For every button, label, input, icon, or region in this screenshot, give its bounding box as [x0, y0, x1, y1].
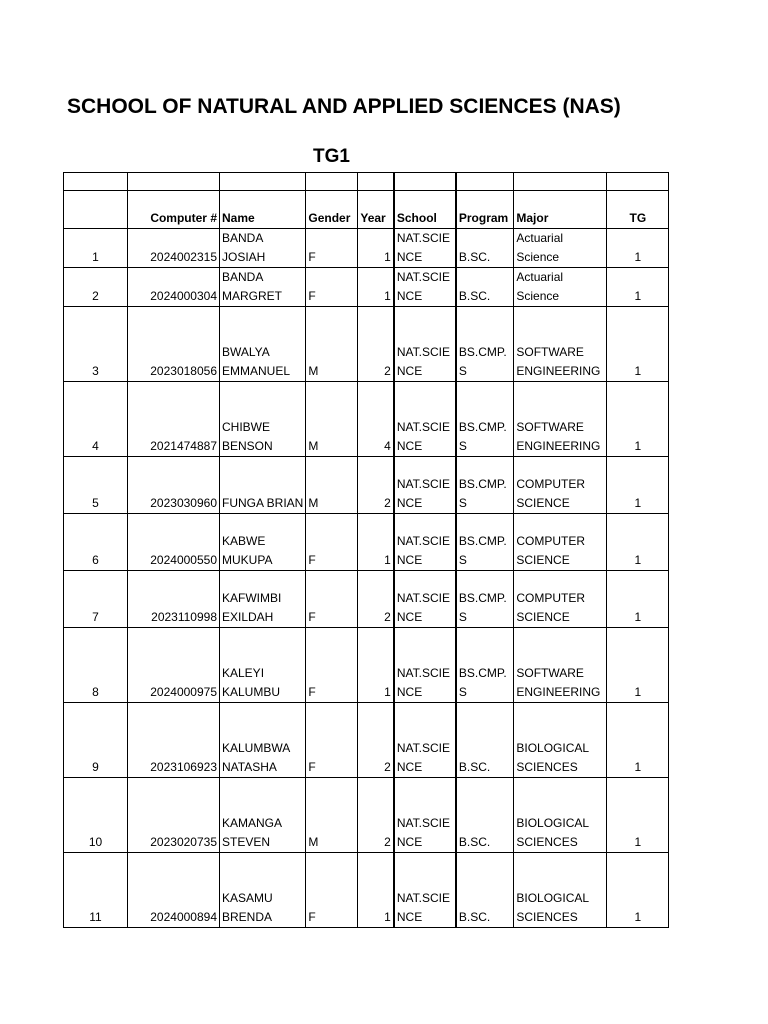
student-name-line: KALEYI [222, 666, 265, 680]
tg: 1 [607, 382, 669, 457]
header-gender: Gender [306, 191, 358, 229]
student-name-line: BRENDA [222, 909, 273, 924]
program-line: BS.CMP. [458, 591, 507, 605]
major [514, 853, 607, 928]
major-line: BIOLOGICAL [516, 741, 590, 755]
program [456, 229, 514, 268]
school-line: NAT.SCIE [396, 270, 450, 284]
computer-number: 2024002315 [128, 229, 220, 268]
major [514, 457, 607, 514]
year: 1 [358, 514, 394, 571]
school [394, 457, 456, 514]
year: 1 [358, 853, 394, 928]
school-line: NAT.SCIE [396, 534, 450, 548]
major-line: SCIENCES [516, 834, 578, 849]
header-program: Program [456, 191, 514, 229]
gender: F [306, 628, 358, 703]
school [394, 268, 456, 307]
year: 2 [358, 571, 394, 628]
table-row [64, 628, 669, 703]
program [456, 571, 514, 628]
header-tg: TG [607, 191, 669, 229]
year: 1 [358, 268, 394, 307]
computer-number: 2023018056 [128, 307, 220, 382]
row-index: 3 [64, 307, 128, 382]
year: 1 [358, 628, 394, 703]
school-line: NCE [396, 552, 423, 567]
major [514, 514, 607, 571]
computer-number: 2023106923 [128, 703, 220, 778]
computer-number: 2024000550 [128, 514, 220, 571]
major [514, 268, 607, 307]
major-line: COMPUTER [516, 534, 586, 548]
student-name [220, 703, 306, 778]
school-line: NAT.SCIE [396, 345, 450, 359]
school-line: NAT.SCIE [396, 591, 450, 605]
major-line: ENGINEERING [516, 363, 601, 378]
student-name-line: STEVEN [222, 834, 271, 849]
school-line: NCE [396, 288, 423, 303]
gender: F [306, 571, 358, 628]
computer-number: 2023110998 [128, 571, 220, 628]
student-name [220, 457, 306, 514]
table-row [64, 514, 669, 571]
program-line: S [458, 363, 467, 378]
program-line: BS.CMP. [458, 666, 507, 680]
student-name-line: EXILDAH [222, 609, 274, 624]
computer-number: 2023020735 [128, 778, 220, 853]
program [456, 457, 514, 514]
major-line: Science [516, 249, 560, 264]
header-major: Major [514, 191, 607, 229]
program-line: B.SC. [458, 834, 491, 849]
program-line: S [458, 495, 467, 510]
student-name-line: KAFWIMBI [222, 591, 282, 605]
program [456, 268, 514, 307]
student-name [220, 229, 306, 268]
major-line: SCIENCES [516, 759, 578, 774]
program-line: S [458, 438, 467, 453]
program-line: B.SC. [458, 288, 491, 303]
student-name [220, 628, 306, 703]
tg: 1 [607, 853, 669, 928]
program-line: S [458, 609, 467, 624]
school-line: NCE [396, 684, 423, 699]
school [394, 307, 456, 382]
school-line: NAT.SCIE [396, 420, 450, 434]
school-line: NAT.SCIE [396, 816, 450, 830]
school [394, 514, 456, 571]
major-line: SCIENCE [516, 609, 570, 624]
tg: 1 [607, 514, 669, 571]
year: 1 [358, 229, 394, 268]
program [456, 703, 514, 778]
major [514, 628, 607, 703]
tg: 1 [607, 307, 669, 382]
tg: 1 [607, 268, 669, 307]
major-line: ENGINEERING [516, 684, 601, 699]
major-line: COMPUTER [516, 591, 586, 605]
gender: F [306, 514, 358, 571]
gender: M [306, 778, 358, 853]
school [394, 229, 456, 268]
program-line: BS.CMP. [458, 420, 507, 434]
school-line: NAT.SCIE [396, 231, 450, 245]
tg: 1 [607, 229, 669, 268]
program-line: BS.CMP. [458, 345, 507, 359]
school-line: NCE [396, 438, 423, 453]
school-line: NCE [396, 363, 423, 378]
student-name-line: FUNGA BRIAN [222, 495, 304, 510]
tg: 1 [607, 703, 669, 778]
school-line: NCE [396, 909, 423, 924]
school-line: NAT.SCIE [396, 891, 450, 905]
student-name-line: JOSIAH [222, 249, 266, 264]
major-line: BIOLOGICAL [516, 816, 590, 830]
school [394, 382, 456, 457]
student-name [220, 853, 306, 928]
program-line: BS.CMP. [458, 477, 507, 491]
header-year: Year [358, 191, 394, 229]
table-row [64, 457, 669, 514]
school [394, 778, 456, 853]
gender: F [306, 853, 358, 928]
program-line: BS.CMP. [458, 534, 507, 548]
major [514, 229, 607, 268]
student-name [220, 382, 306, 457]
major [514, 307, 607, 382]
computer-number: 2024000304 [128, 268, 220, 307]
school [394, 628, 456, 703]
major [514, 778, 607, 853]
blank-row [64, 173, 669, 191]
student-name-line: BANDA [222, 270, 264, 284]
school-line: NCE [396, 834, 423, 849]
school-line: NAT.SCIE [396, 477, 450, 491]
student-name-line: CHIBWE [222, 420, 270, 434]
page-title: SCHOOL OF NATURAL AND APPLIED SCIENCES (NAS) [67, 95, 621, 118]
major-line: Actuarial [516, 270, 564, 284]
major-line: SOFTWARE [516, 420, 584, 434]
school [394, 703, 456, 778]
row-index: 6 [64, 514, 128, 571]
row-index: 8 [64, 628, 128, 703]
table-row [64, 307, 669, 382]
tg: 1 [607, 571, 669, 628]
row-index: 4 [64, 382, 128, 457]
row-index: 11 [64, 853, 128, 928]
major-line: BIOLOGICAL [516, 891, 590, 905]
program [456, 778, 514, 853]
major [514, 571, 607, 628]
student-name-line: BWALYA [222, 345, 270, 359]
table-row [64, 703, 669, 778]
row-index: 1 [64, 229, 128, 268]
major [514, 382, 607, 457]
school-line: NCE [396, 249, 423, 264]
school [394, 571, 456, 628]
major-line: Science [516, 288, 560, 303]
major-line: SCIENCES [516, 909, 578, 924]
school-line: NCE [396, 759, 423, 774]
computer-number: 2023030960 [128, 457, 220, 514]
school-line: NCE [396, 495, 423, 510]
major-line: SOFTWARE [516, 345, 584, 359]
student-name-line: NATASHA [222, 759, 277, 774]
student-name [220, 514, 306, 571]
header-school: School [394, 191, 456, 229]
student-name-line: KALUMBWA [222, 741, 291, 755]
year: 2 [358, 703, 394, 778]
student-name-line: KALUMBU [222, 684, 281, 699]
school-line: NCE [396, 609, 423, 624]
student-name [220, 268, 306, 307]
header-index [64, 191, 128, 229]
school-line: NAT.SCIE [396, 741, 450, 755]
student-name [220, 307, 306, 382]
table-row [64, 853, 669, 928]
table-row [64, 571, 669, 628]
table-row [64, 382, 669, 457]
row-index: 9 [64, 703, 128, 778]
program [456, 382, 514, 457]
major-line: SCIENCE [516, 495, 570, 510]
tg: 1 [607, 457, 669, 514]
program [456, 628, 514, 703]
gender: M [306, 457, 358, 514]
student-name [220, 571, 306, 628]
year: 2 [358, 307, 394, 382]
row-index: 5 [64, 457, 128, 514]
computer-number: 2024000894 [128, 853, 220, 928]
gender: F [306, 703, 358, 778]
table-header-row [64, 191, 669, 229]
major-line: SOFTWARE [516, 666, 584, 680]
school [394, 853, 456, 928]
computer-number: 2021474887 [128, 382, 220, 457]
gender: M [306, 382, 358, 457]
student-name-line: KASAMU [222, 891, 273, 905]
table-row [64, 268, 669, 307]
major [514, 703, 607, 778]
gender: M [306, 307, 358, 382]
major-line: Actuarial [516, 231, 564, 245]
program [456, 853, 514, 928]
row-index: 7 [64, 571, 128, 628]
program [456, 514, 514, 571]
student-name-line: MUKUPA [222, 552, 273, 567]
program-line: B.SC. [458, 759, 491, 774]
row-index: 10 [64, 778, 128, 853]
computer-number: 2024000975 [128, 628, 220, 703]
student-name-line: KABWE [222, 534, 266, 548]
student-name [220, 778, 306, 853]
school-line: NAT.SCIE [396, 666, 450, 680]
tg: 1 [607, 628, 669, 703]
program-line: B.SC. [458, 249, 491, 264]
table-row [64, 229, 669, 268]
table-row [64, 778, 669, 853]
student-name-line: MARGRET [222, 288, 282, 303]
year: 4 [358, 382, 394, 457]
header-computer-number: Computer # [128, 191, 220, 229]
major-line: SCIENCE [516, 552, 570, 567]
row-index: 2 [64, 268, 128, 307]
student-name-line: BANDA [222, 231, 264, 245]
year: 2 [358, 457, 394, 514]
year: 2 [358, 778, 394, 853]
group-subtitle: TG1 [313, 146, 350, 167]
header-name: Name [220, 191, 306, 229]
student-roster-table [63, 172, 669, 928]
student-name-line: BENSON [222, 438, 273, 453]
program-line: B.SC. [458, 909, 491, 924]
program [456, 307, 514, 382]
student-name-line: KAMANGA [222, 816, 283, 830]
student-name-line: EMMANUEL [222, 363, 291, 378]
gender: F [306, 229, 358, 268]
program-line: S [458, 684, 467, 699]
major-line: ENGINEERING [516, 438, 601, 453]
gender: F [306, 268, 358, 307]
major-line: COMPUTER [516, 477, 586, 491]
tg: 1 [607, 778, 669, 853]
program-line: S [458, 552, 467, 567]
